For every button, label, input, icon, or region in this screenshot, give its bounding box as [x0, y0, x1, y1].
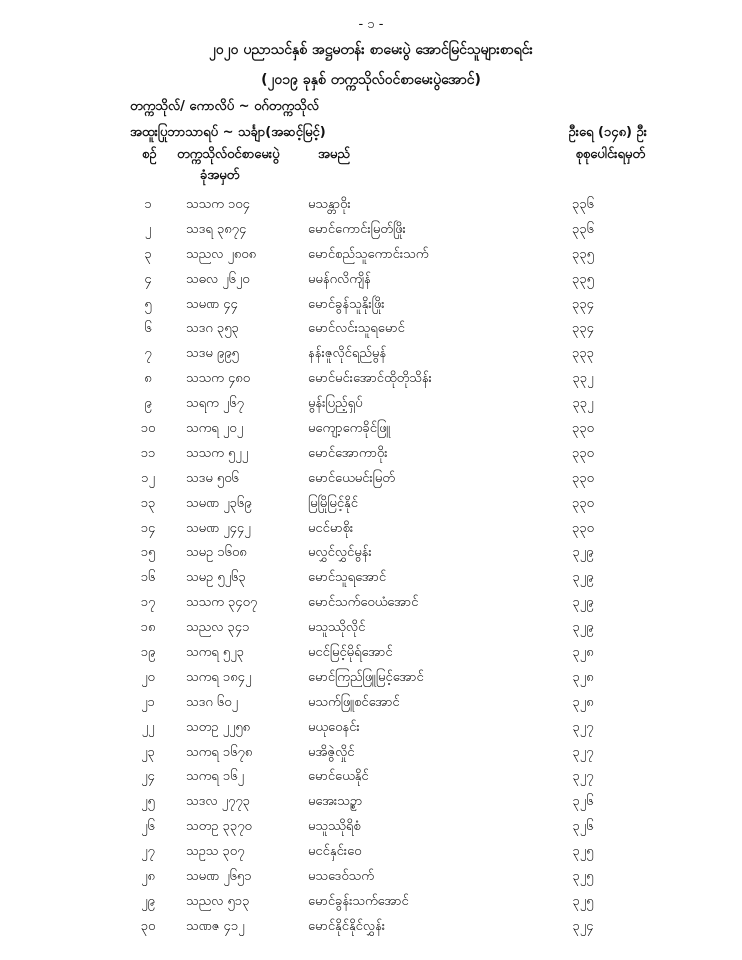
table-row [0, 366, 742, 391]
table-row [0, 466, 742, 491]
table-row [0, 740, 742, 765]
roll-number: သဒဂ ၃၅၃ [186, 321, 239, 337]
total-marks: ၃၂၉ [572, 545, 594, 561]
row-number: ၂၈ [141, 869, 155, 885]
row-number: ၁၁ [140, 445, 156, 461]
row-number: ၁၈ [140, 620, 156, 636]
results-list [0, 192, 742, 939]
total-marks: ၃၃၀ [572, 470, 594, 486]
student-name: မောင်ခွန်သူနိုးဖြိုး [308, 296, 385, 312]
roll-number: သကရ ၁၈၄၂ [186, 669, 252, 685]
student-name: မောင်ကောင်းမြတ်ဖြိုး [308, 221, 406, 237]
row-number: ၇ [144, 346, 152, 362]
table-row [0, 640, 742, 665]
total-marks: ၃၃၀ [572, 495, 594, 511]
row-number: ၁၀ [140, 421, 156, 437]
page-number: - ၁ - [358, 17, 384, 32]
total-marks: ၃၃၄ [572, 296, 594, 312]
roll-number: သညလ ၅၁၃ [186, 893, 250, 909]
total-marks: ၃၃၃ [572, 346, 594, 362]
roll-number: သကရ ၅၂၃ [186, 645, 244, 661]
roll-number: သဒရ ၃၈၇၄ [186, 221, 247, 237]
total-marks: ၃၃၂ [572, 396, 594, 412]
student-name: မယုဝေနင်း [308, 719, 360, 735]
student-name: မငင်မာစိုး [308, 520, 354, 536]
table-row [0, 590, 742, 615]
roll-number: သမဏ ၂၄၄၂ [186, 520, 251, 536]
student-name: မောင်ခွန်းသက်အောင် [308, 893, 409, 909]
row-number: ၄ [144, 271, 152, 287]
roll-number: သတဥ ၂၂၅၈ [186, 719, 251, 735]
roll-number: သကရ ၂၀၂ [186, 421, 243, 437]
row-number: ၂၆ [141, 819, 155, 835]
row-number: ၁၃ [140, 495, 156, 511]
row-number: ၂၅ [141, 794, 155, 810]
total-marks: ၃၃၄ [572, 321, 594, 337]
row-number: ၈ [144, 371, 152, 387]
row-number: ၅ [144, 296, 152, 312]
row-number: ၁၂ [141, 470, 155, 486]
table-row [0, 341, 742, 366]
table-row [0, 391, 742, 416]
university-line: တက္ကသိုလ်/ ကောလိပ် ~ ဝဂ်တက္ကသိုလ် [130, 99, 319, 114]
student-name: မောင်စည်သူကောင်းသက် [308, 246, 429, 262]
roll-number: သဏဇ ၄၁၂ [186, 918, 245, 934]
roll-number: သမဥ ၅၂၆၃ [186, 570, 246, 586]
roll-number: သညလ ၃၄၁ [186, 620, 250, 636]
total-marks: ၃၃၀ [572, 445, 594, 461]
total-marks: ၃၂၈ [572, 694, 594, 710]
roll-number: သမဏ ၂၆၅၁ [186, 869, 252, 885]
header-no: စဉ် [142, 147, 157, 162]
header-marks: စုစုပေါင်းရမှတ် [575, 147, 645, 162]
total-marks: ၃၃၀ [572, 421, 594, 437]
total-marks: ၃၂၆ [572, 819, 594, 835]
table-row [0, 441, 742, 466]
student-name: မအေးသဥ္စာ [308, 794, 363, 810]
student-name: မမန်ဂလိကျိန် [308, 271, 371, 287]
table-row [0, 715, 742, 740]
table-row [0, 814, 742, 839]
student-name: မသူဿိုရိစံ [308, 819, 361, 835]
student-name: မသန္တာဝိုး [308, 197, 351, 212]
roll-number: သဒမ ၅၀၆ [186, 470, 239, 486]
roll-number: သဓလ ၂၆၂၀ [186, 271, 250, 287]
student-name: မောင်သက်ဝေယံအောင် [308, 595, 419, 611]
roll-number: သသက ၅၂၂ [186, 445, 249, 461]
table-row [0, 914, 742, 939]
roll-number: သသက ၄၈၀ [186, 371, 251, 387]
total-marks: ၃၃၅ [572, 271, 594, 287]
row-number: ၂၀ [141, 669, 155, 685]
table-row [0, 491, 742, 516]
row-number: ၂၂ [141, 719, 155, 735]
student-name: မောင်အောကာဝိုး [308, 445, 388, 461]
roll-number: သသက ၁၀၄ [186, 197, 250, 212]
table-row [0, 789, 742, 814]
total-marks: ၃၂၇ [572, 769, 594, 785]
roll-number: သညလ ၂၈၀၈ [186, 246, 257, 262]
table-row [0, 192, 742, 217]
table-row [0, 316, 742, 341]
student-name: မသဒေဝ်သက် [308, 869, 374, 885]
roll-number: သသက ၃၄၀၇ [186, 595, 258, 611]
total-marks: ၃၂၉ [572, 620, 594, 636]
student-name: မသက်ဖြူစင်အောင် [308, 694, 400, 710]
row-number: ၃၀ [140, 918, 156, 934]
document-subtitle: (၂၀၁၉ ခုနှစ် တက္ကသိုလ်ဝင်စာမေးပွဲအောင်) [261, 72, 481, 88]
table-row [0, 242, 742, 267]
table-row [0, 217, 742, 242]
student-name: မငင်မြင့်မိုရ်အောင် [308, 645, 393, 661]
student-name: မောင်နိုင်နိုင်လွှန်း [308, 918, 386, 934]
table-row [0, 889, 742, 914]
table-row [0, 690, 742, 715]
roll-number: သတဥ ၃၃၇၀ [186, 819, 252, 835]
student-name: မငင်နှင်းဝေ [308, 844, 362, 860]
total-marks: ၃၂၅ [572, 844, 594, 860]
total-marks: ၃၂၅ [572, 869, 594, 885]
row-number: ၂၃ [141, 744, 155, 760]
row-number: ၂၁ [141, 694, 155, 710]
total-marks: ၃၂၇ [572, 719, 594, 735]
row-number: ၁၄ [140, 520, 156, 536]
roll-number: သမဥ ၁၆၀၈ [186, 545, 247, 561]
table-row [0, 416, 742, 441]
row-number: ၂၇ [141, 844, 155, 860]
student-count: ဦးရေ (၁၄၈) ဦး [568, 125, 647, 140]
header-name: အမည် [318, 147, 350, 162]
roll-number: သမဏ ၄၄ [186, 296, 238, 312]
row-number: ၂ [144, 221, 152, 237]
student-name: မကျော့ကေခိုင်ဖြူ [308, 421, 391, 437]
row-number: ၁၅ [140, 545, 156, 561]
student-name: မလွှင်လွှင်မွန်း [308, 545, 372, 561]
table-row [0, 516, 742, 541]
student-name: မောင်လင်းသူရမောင် [308, 321, 405, 337]
total-marks: ၃၃၆ [572, 221, 594, 237]
student-name: မောင်ကြည်ဖြူမြင့်အောင် [308, 669, 424, 685]
table-row [0, 839, 742, 864]
table-row [0, 615, 742, 640]
table-row [0, 665, 742, 690]
roll-number: သဒမ ၉၉၅ [186, 346, 239, 362]
table-row [0, 764, 742, 789]
row-number: ၂၄ [141, 769, 155, 785]
roll-number: သရက ၂၆၇ [186, 396, 244, 412]
major-subject-line: အထူးပြုဘာသာရပ် ~ သင်္ချာ(အဆင့်မြင့်) [130, 125, 326, 140]
total-marks: ၃၂၄ [572, 918, 594, 934]
student-name: မောင်မင်းအောင်ထိုတိုသိန်း [308, 371, 432, 387]
row-number: ၁၆ [140, 570, 156, 586]
row-number: ၁၉ [140, 645, 156, 661]
roll-number: သမဏ ၂၃၆၉ [186, 495, 252, 511]
document-title: ၂၀၂၀ ပညာသင်နှစ် အဋ္ဌမတန်း စာမေးပွဲ အောင်မြင်သူများစာရင်း [209, 42, 533, 58]
total-marks: ၃၂၈ [572, 645, 594, 661]
row-number: ၁ [144, 197, 152, 212]
roll-number: သကရ ၁၆၂ [186, 769, 244, 785]
row-number: ၁၇ [140, 595, 156, 611]
row-number: ၃ [144, 246, 152, 262]
table-row [0, 540, 742, 565]
total-marks: ၃၃၂ [572, 371, 594, 387]
total-marks: ၃၂၆ [572, 794, 594, 810]
total-marks: ၃၃၅ [572, 246, 594, 262]
student-name: မောင်သူရအောင် [308, 570, 387, 586]
total-marks: ၃၂၇ [572, 744, 594, 760]
row-number: ၆ [144, 321, 152, 337]
total-marks: ၃၃၀ [572, 520, 594, 536]
student-name: မောင်ယေနိုင် [308, 769, 369, 785]
total-marks: ၃၂၈ [572, 669, 594, 685]
roll-number: သကရ ၁၆၇၈ [186, 744, 253, 760]
header-roll-line2: ခုံအမှတ် [200, 168, 240, 183]
row-number: ၉ [144, 396, 152, 412]
roll-number: သဥသ ၃၀၇ [186, 844, 245, 860]
student-name: မောင်ယေမင်းမြတ် [308, 470, 395, 486]
roll-number: သဒလ ၂၇၇၃ [186, 794, 250, 810]
student-name: မသူဿိုလိုင် [308, 620, 366, 636]
table-row [0, 267, 742, 292]
student-name: နန်းဇူလိုင်ရည်မွန် [308, 346, 387, 362]
total-marks: ၃၂၅ [572, 893, 594, 909]
table-row [0, 565, 742, 590]
total-marks: ၃၂၉ [572, 595, 594, 611]
table-row [0, 292, 742, 317]
student-name: မြမြိုမြင့်နိုင် [308, 495, 358, 511]
total-marks: ၃၂၉ [572, 570, 594, 586]
row-number: ၂၉ [141, 893, 155, 909]
student-name: မအိဇွဲလှိုင် [308, 744, 355, 760]
total-marks: ၃၃၆ [572, 197, 594, 212]
table-row [0, 864, 742, 889]
roll-number: သဒဂ ၆၀၂ [186, 694, 238, 710]
header-roll: တက္ကသိုလ်ဝင်စာမေးပွဲ [177, 147, 280, 162]
student-name: မွန်းပြည့်ရှပ် [308, 396, 363, 412]
